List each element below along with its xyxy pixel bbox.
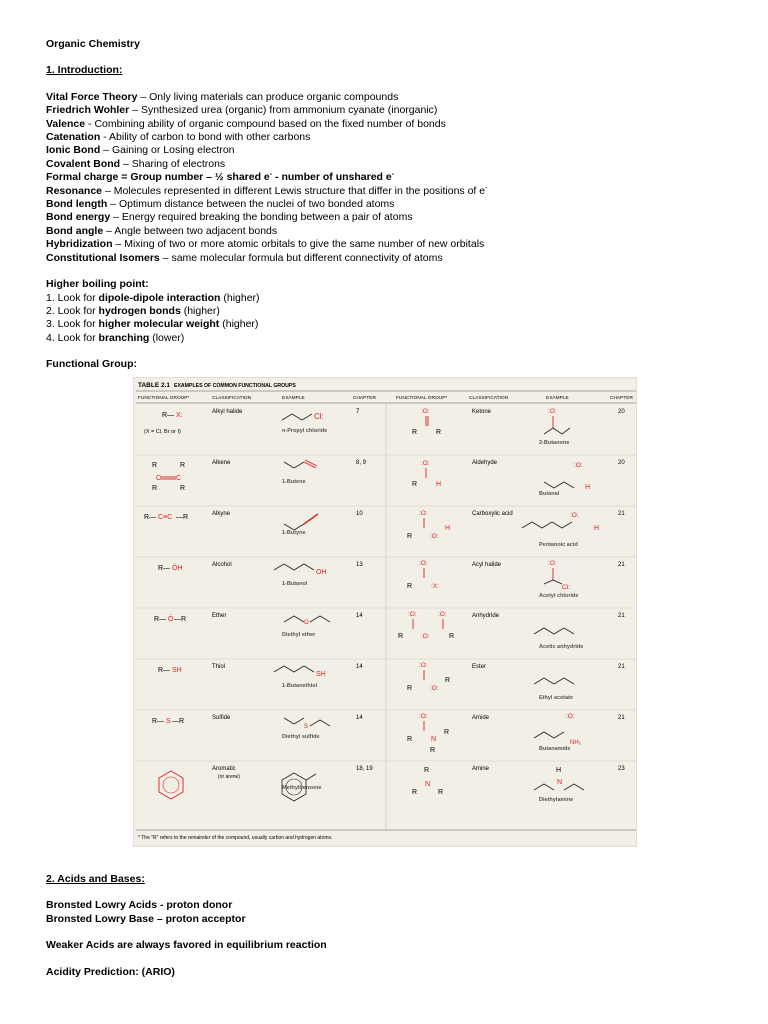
svg-text::O:: :O: — [574, 462, 583, 469]
svg-text::O:: :O: — [438, 611, 447, 618]
row-classification: Alcohol — [212, 562, 232, 568]
svg-text:R: R — [407, 533, 413, 540]
definition-list — [46, 91, 736, 171]
row-example-name: Butanal — [539, 491, 560, 497]
row-example-name: Butanamide — [539, 746, 571, 752]
header-example-left: EXAMPLE — [282, 396, 305, 401]
boiling-item-post: (higher) — [220, 291, 260, 304]
svg-text::O:: :O: — [421, 633, 430, 640]
table-caption-text: EXAMPLES OF COMMON FUNCTIONAL GROUPS — [174, 383, 296, 389]
row-classification: Anhydride — [472, 613, 500, 619]
header-functional-group-right: FUNCTIONAL GROUP* — [396, 396, 448, 401]
svg-text:R—: R— — [144, 514, 157, 521]
row-chapter: 20 — [618, 409, 625, 415]
definition-separator: – — [100, 144, 112, 157]
boiling-item-bold: branching — [98, 331, 150, 344]
svg-text::O:: :O: — [419, 560, 428, 567]
row-example-name: Acetic anhydride — [539, 644, 584, 650]
acidity-prediction-line: Acidity Prediction: (ARIO) — [46, 965, 175, 978]
row-example-name: Ethyl acetate — [539, 695, 573, 701]
svg-text:S: S — [304, 724, 309, 730]
row-example-name: n-Propyl chloride — [282, 428, 328, 434]
definition-separator: – — [110, 211, 122, 224]
svg-text:H: H — [556, 767, 562, 774]
definition-text: Synthesized urea (organic) from ammonium cyanate (inorganic) — [140, 104, 438, 117]
boiling-point-list — [46, 292, 736, 346]
svg-text:R: R — [449, 633, 455, 640]
functional-groups-table-figure — [133, 377, 637, 847]
svg-text::O:: :O: — [548, 560, 557, 567]
definition-term: Hybridization — [46, 238, 113, 251]
svg-text::O:: :O: — [419, 713, 428, 720]
row-example-name: Diethyl sulfide — [282, 734, 320, 740]
svg-text::O:: :O: — [430, 685, 439, 692]
definition-term: Vital Force Theory — [46, 90, 138, 103]
svg-text:X:: X: — [176, 412, 183, 419]
svg-text::O:: :O: — [570, 512, 579, 519]
row-classification: Ether — [212, 613, 227, 619]
row-chapter: 10 — [356, 511, 363, 517]
boiling-point-item — [46, 292, 736, 305]
section-heading-acids-bases: 2. Acids and Bases: — [46, 873, 145, 885]
resonance-line: Resonance – Molecules represented in different Lewis structure that differ in the positions of e- — [46, 184, 488, 197]
definition-separator: – — [159, 251, 172, 264]
svg-text:R—: R— — [158, 565, 171, 572]
svg-text:R: R — [152, 485, 158, 492]
row-chapter: 21 — [618, 715, 625, 721]
svg-text:NH₂: NH₂ — [570, 740, 581, 746]
row-classification: Acyl halide — [472, 562, 502, 568]
row-example-name: Diethylamine — [539, 797, 574, 803]
header-classification-right: CLASSIFICATION — [469, 396, 509, 401]
acid-base-text: – proton acceptor — [153, 912, 246, 925]
svg-text:O: O — [304, 620, 309, 626]
boiling-item-bold: hydrogen bonds — [98, 304, 181, 317]
definition-line — [46, 238, 736, 251]
section-heading-introduction: 1. Introduction: — [46, 64, 123, 77]
svg-text:H: H — [594, 525, 600, 532]
row-classification: Ketone — [472, 409, 492, 415]
row-classification: Aromatic — [212, 766, 236, 772]
alkyl-halide-note: (X = Cl, Br or I) — [144, 429, 181, 435]
definition-text: same molecular formula but different connectivity of atoms — [171, 251, 443, 264]
boiling-item-post: (higher) — [180, 304, 220, 317]
row-example-name: 1-Butanethiol — [282, 683, 318, 689]
definition-separator: – — [129, 104, 141, 117]
row-classification: Thiol — [212, 664, 226, 670]
row-example-name: Acetyl chloride — [539, 593, 579, 599]
definition-line — [46, 118, 736, 131]
row-example-name: Methylbenzene — [282, 785, 322, 791]
svg-text:R—: R— — [152, 718, 165, 725]
row-classification: Carboxylic acid — [472, 511, 513, 517]
definition-text: Energy required breaking the bonding between a pair of atoms — [121, 211, 413, 224]
svg-text::O:: :O: — [548, 408, 557, 415]
svg-text:—R: —R — [174, 616, 187, 623]
row-example-name: 1-Butyne — [282, 530, 306, 536]
svg-text::O:: :O: — [419, 510, 428, 517]
definition-line — [46, 158, 736, 171]
row-example-name: Pentanoic acid — [539, 542, 578, 548]
svg-text:Ö: Ö — [168, 616, 174, 623]
header-classification-left: CLASSIFICATION — [212, 396, 252, 401]
definition-text: Combining ability of organic compound based on the fixed number of bonds — [94, 117, 446, 130]
svg-text:R: R — [412, 789, 418, 796]
definition-separator: – — [137, 90, 150, 103]
functional-group-heading: Functional Group: — [46, 358, 137, 371]
boiling-item-bold: dipole-dipole interaction — [98, 291, 221, 304]
table-caption-number: TABLE 2.1 — [138, 382, 171, 389]
svg-text:ÖH: ÖH — [172, 565, 183, 572]
definition-separator: – — [107, 198, 119, 211]
svg-text::O:: :O: — [419, 662, 428, 669]
svg-text:R: R — [180, 485, 186, 492]
svg-text:N: N — [425, 781, 431, 788]
boiling-item-bold: higher molecular weight — [98, 318, 220, 331]
acid-base-text: - proton donor — [157, 899, 233, 912]
row-classification: Aldehyde — [472, 460, 498, 466]
formal-charge-line: Formal charge = Group number – ½ shared e- - number of unshared e- — [46, 171, 395, 184]
acid-base-term: Bronsted Lowry Acids — [46, 899, 158, 912]
svg-text:H: H — [445, 525, 451, 532]
svg-text:R: R — [438, 789, 444, 796]
definition-line — [46, 252, 736, 265]
definition-text: Only living materials can produce organic compounds — [149, 90, 399, 103]
acid-base-term: Bronsted Lowry Base — [46, 912, 154, 925]
svg-text:S: S — [166, 718, 171, 725]
boiling-item-pre: 3. Look for — [46, 318, 99, 331]
svg-text:R: R — [412, 481, 418, 488]
svg-text:R: R — [152, 462, 158, 469]
definition-term: Bond energy — [46, 211, 111, 224]
svg-text:—R: —R — [176, 514, 189, 521]
row-classification: Alkyne — [212, 511, 231, 517]
svg-text:C≡C: C≡C — [158, 514, 173, 521]
svg-text::X:: :X: — [431, 583, 439, 590]
row-chapter: 23 — [618, 766, 625, 772]
svg-text:R: R — [424, 767, 430, 774]
row-chapter: 8, 9 — [356, 460, 367, 466]
acid-base-item — [46, 899, 736, 912]
definition-term: Covalent Bond — [46, 157, 121, 170]
svg-text:OH: OH — [316, 569, 327, 576]
definition-separator: - — [100, 131, 110, 144]
boiling-item-pre: 4. Look for — [46, 331, 99, 344]
definition-line — [46, 225, 736, 238]
header-chapter-right: CHAPTER — [610, 396, 633, 401]
boiling-item-post: (higher) — [219, 318, 259, 331]
document-title: Organic Chemistry — [46, 38, 140, 50]
row-chapter: 21 — [618, 562, 625, 568]
svg-text:C: C — [156, 475, 162, 482]
definition-text: Angle between two adjacent bonds — [114, 224, 278, 237]
definition-term: Bond length — [46, 198, 108, 211]
svg-text:SH: SH — [316, 671, 326, 678]
definition-line — [46, 131, 736, 144]
row-classification: Sulfide — [212, 715, 231, 721]
row-chapter: 14 — [356, 664, 363, 670]
svg-text:R—: R— — [154, 616, 167, 623]
header-functional-group-left: FUNCTIONAL GROUP* — [138, 396, 190, 401]
svg-text:H: H — [436, 481, 442, 488]
row-chapter: 20 — [618, 460, 625, 466]
svg-text:R: R — [445, 677, 451, 684]
definition-term: Ionic Bond — [46, 144, 101, 157]
svg-text:N: N — [557, 779, 563, 786]
svg-text:R: R — [398, 633, 404, 640]
svg-text:R: R — [444, 729, 450, 736]
definition-line — [46, 144, 736, 157]
row-classification: Alkene — [212, 460, 231, 466]
definition-separator: - — [85, 117, 95, 130]
definition-term: Catenation — [46, 131, 101, 144]
definition-separator: – — [120, 157, 132, 170]
definition-line — [46, 91, 736, 104]
svg-text:H: H — [585, 484, 591, 491]
svg-text:R: R — [436, 429, 442, 436]
svg-text:SH: SH — [172, 667, 182, 674]
definition-text: Optimum distance between the nuclei of two bonded atoms — [118, 198, 395, 211]
row-note: (or arene) — [218, 774, 240, 780]
svg-text:R—: R— — [162, 412, 175, 419]
svg-text:Cl:: Cl: — [562, 584, 570, 591]
section-acids-bases — [46, 873, 736, 979]
svg-text:R: R — [430, 747, 436, 754]
row-classification: Amine — [472, 766, 490, 772]
row-chapter: 21 — [618, 511, 625, 517]
svg-text:R: R — [412, 429, 418, 436]
row-example-name: Diethyl ether — [282, 632, 316, 638]
svg-text::O:: :O: — [421, 408, 430, 415]
definition-term: Friedrich Wohler — [46, 104, 130, 117]
boiling-point-item — [46, 305, 736, 318]
definition-line — [46, 104, 736, 117]
boiling-point-item — [46, 332, 736, 345]
row-chapter: 13 — [356, 562, 363, 568]
definition-text: Ability of carbon to bond with other carbons — [109, 131, 311, 144]
svg-text:R: R — [407, 583, 413, 590]
header-chapter-left: CHAPTER — [353, 396, 376, 401]
svg-text:C: C — [176, 475, 182, 482]
row-chapter: 21 — [618, 613, 625, 619]
definition-term: Bond angle — [46, 224, 104, 237]
row-chapter: 7 — [356, 409, 360, 415]
svg-text:R—: R— — [158, 667, 171, 674]
definition-text: Sharing of electrons — [131, 157, 226, 170]
row-chapter: 18, 19 — [356, 766, 373, 772]
boiling-point-heading: Higher boiling point: — [46, 278, 149, 291]
row-example-name: 1-Butanol — [282, 581, 308, 587]
svg-text::O:: :O: — [430, 533, 439, 540]
svg-text::O:: :O: — [421, 460, 430, 467]
header-example-right: EXAMPLE — [546, 396, 569, 401]
boiling-item-pre: 2. Look for — [46, 304, 99, 317]
boiling-item-post: (lower) — [149, 331, 185, 344]
svg-text:R: R — [407, 736, 413, 743]
definition-list-2 — [46, 198, 736, 265]
definition-term: Constitutional Isomers — [46, 251, 160, 264]
acid-base-item — [46, 913, 736, 926]
row-chapter: 21 — [618, 664, 625, 670]
row-classification: Alkyl halide — [212, 409, 243, 415]
row-chapter: 14 — [356, 613, 363, 619]
definition-separator: – — [112, 238, 125, 251]
svg-text:Cl:: Cl: — [314, 412, 324, 421]
row-example-name: 1-Butene — [282, 479, 306, 485]
row-chapter: 14 — [356, 715, 363, 721]
boiling-item-pre: 1. Look for — [46, 291, 99, 304]
definition-text: Mixing of two or more atomic orbitals to give the same number of new orbitals — [124, 238, 485, 251]
acid-base-list — [46, 899, 736, 926]
row-classification: Ester — [472, 664, 487, 670]
svg-text:N: N — [431, 736, 437, 743]
boiling-point-item — [46, 318, 736, 331]
definition-term: Valence — [46, 117, 86, 130]
table-footnote: * The "R" refers to the remainder of the compound, usually carbon and hydrogen atoms. — [138, 835, 333, 841]
row-classification: Amide — [472, 715, 490, 721]
definition-text: Gaining or Losing electron — [111, 144, 235, 157]
row-example-name: 2-Butanone — [539, 440, 570, 446]
svg-text:R: R — [407, 685, 413, 692]
definition-line — [46, 211, 736, 224]
svg-text::O:: :O: — [566, 713, 575, 720]
svg-text:R: R — [180, 462, 186, 469]
svg-text:—R: —R — [172, 718, 185, 725]
functional-groups-table — [134, 378, 638, 848]
weaker-acids-line: Weaker Acids are always favored in equilibrium reaction — [46, 939, 327, 952]
definition-line — [46, 198, 736, 211]
definition-separator: – — [103, 224, 115, 237]
document-page — [46, 38, 736, 372]
svg-text::O:: :O: — [408, 611, 417, 618]
